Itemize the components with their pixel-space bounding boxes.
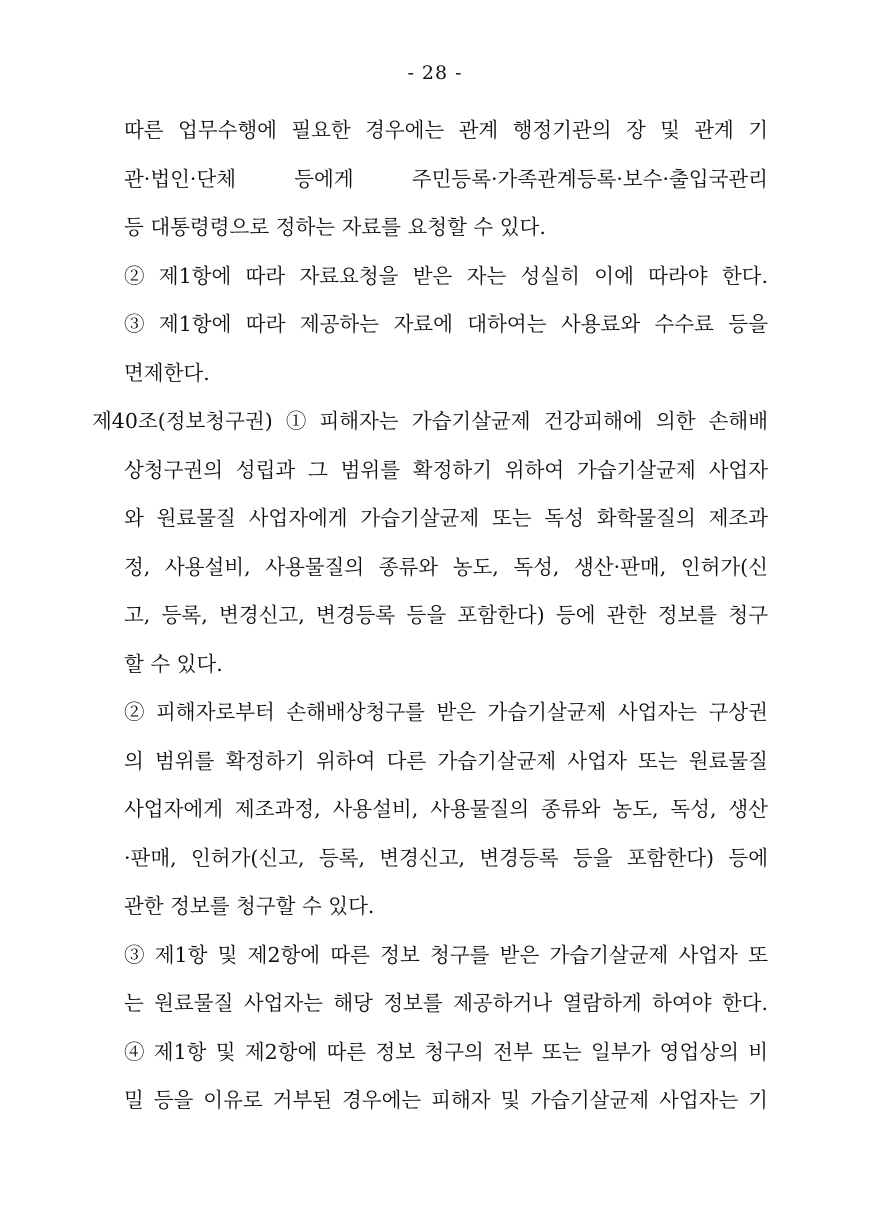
text-line-19: 는 원료물질 사업자는 해당 정보를 제공하거나 열람하게 하여야 한다. xyxy=(124,991,768,1015)
page-number: - 28 - xyxy=(407,62,463,84)
text-line-16: ·판매, 인허가(신고, 등록, 변경신고, 변경등록 등을 포함한다) 등에 xyxy=(124,845,768,870)
text-line-2: 관·법인·단체 등에게 주민등록·가족관계등록·보수·출입국관리 xyxy=(124,166,768,191)
text-line-17: 관한 정보를 청구할 수 있다. xyxy=(124,894,375,918)
text-line-15: 사업자에게 제조과정, 사용설비, 사용물질의 종류와 농도, 독성, 생산 xyxy=(124,797,768,821)
article-heading-line: 제40조(정보청구권) ① 피해자는 가습기살균제 건강피해에 의한 손해배 xyxy=(92,409,768,433)
text-line-20: ④ 제1항 및 제2항에 따른 정보 청구의 전부 또는 일부가 영업상의 비 xyxy=(124,1039,768,1064)
text-line-11: 고, 등록, 변경신고, 변경등록 등을 포함한다) 등에 관한 정보를 청구 xyxy=(124,603,768,627)
text-line-6: 면제한다. xyxy=(124,360,210,385)
text-line-4: ② 제1항에 따라 자료요청을 받은 자는 성실히 이에 따라야 한다. xyxy=(124,263,768,288)
text-line-14: 의 범위를 확정하기 위하여 다른 가습기살균제 사업자 또는 원료물질 xyxy=(124,748,768,773)
text-line-5: ③ 제1항에 따라 제공하는 자료에 대하여는 사용료와 수수료 등을 xyxy=(124,312,768,336)
text-line-18: ③ 제1항 및 제2항에 따른 정보 청구를 받은 가습기살균제 사업자 또 xyxy=(124,942,768,967)
text-line-3: 등 대통령령으로 정하는 자료를 요청할 수 있다. xyxy=(124,215,546,239)
text-line-10: 정, 사용설비, 사용물질의 종류와 농도, 독성, 생산·판매, 인허가(신 xyxy=(124,554,768,579)
text-line-9: 와 원료물질 사업자에게 가습기살균제 또는 독성 화학물질의 제조과 xyxy=(124,506,768,530)
text-line-1: 따른 업무수행에 필요한 경우에는 관계 행정기관의 장 및 관계 기 xyxy=(124,118,768,142)
text-line-13: ② 피해자로부터 손해배상청구를 받은 가습기살균제 사업자는 구상권 xyxy=(124,700,768,724)
text-line-21: 밀 등을 이유로 거부된 경우에는 피해자 및 가습기살균제 사업자는 기 xyxy=(124,1088,768,1112)
text-line-12: 할 수 있다. xyxy=(124,651,223,676)
text-line-8: 상청구권의 성립과 그 범위를 확정하기 위하여 가습기살균제 사업자 xyxy=(124,457,768,482)
